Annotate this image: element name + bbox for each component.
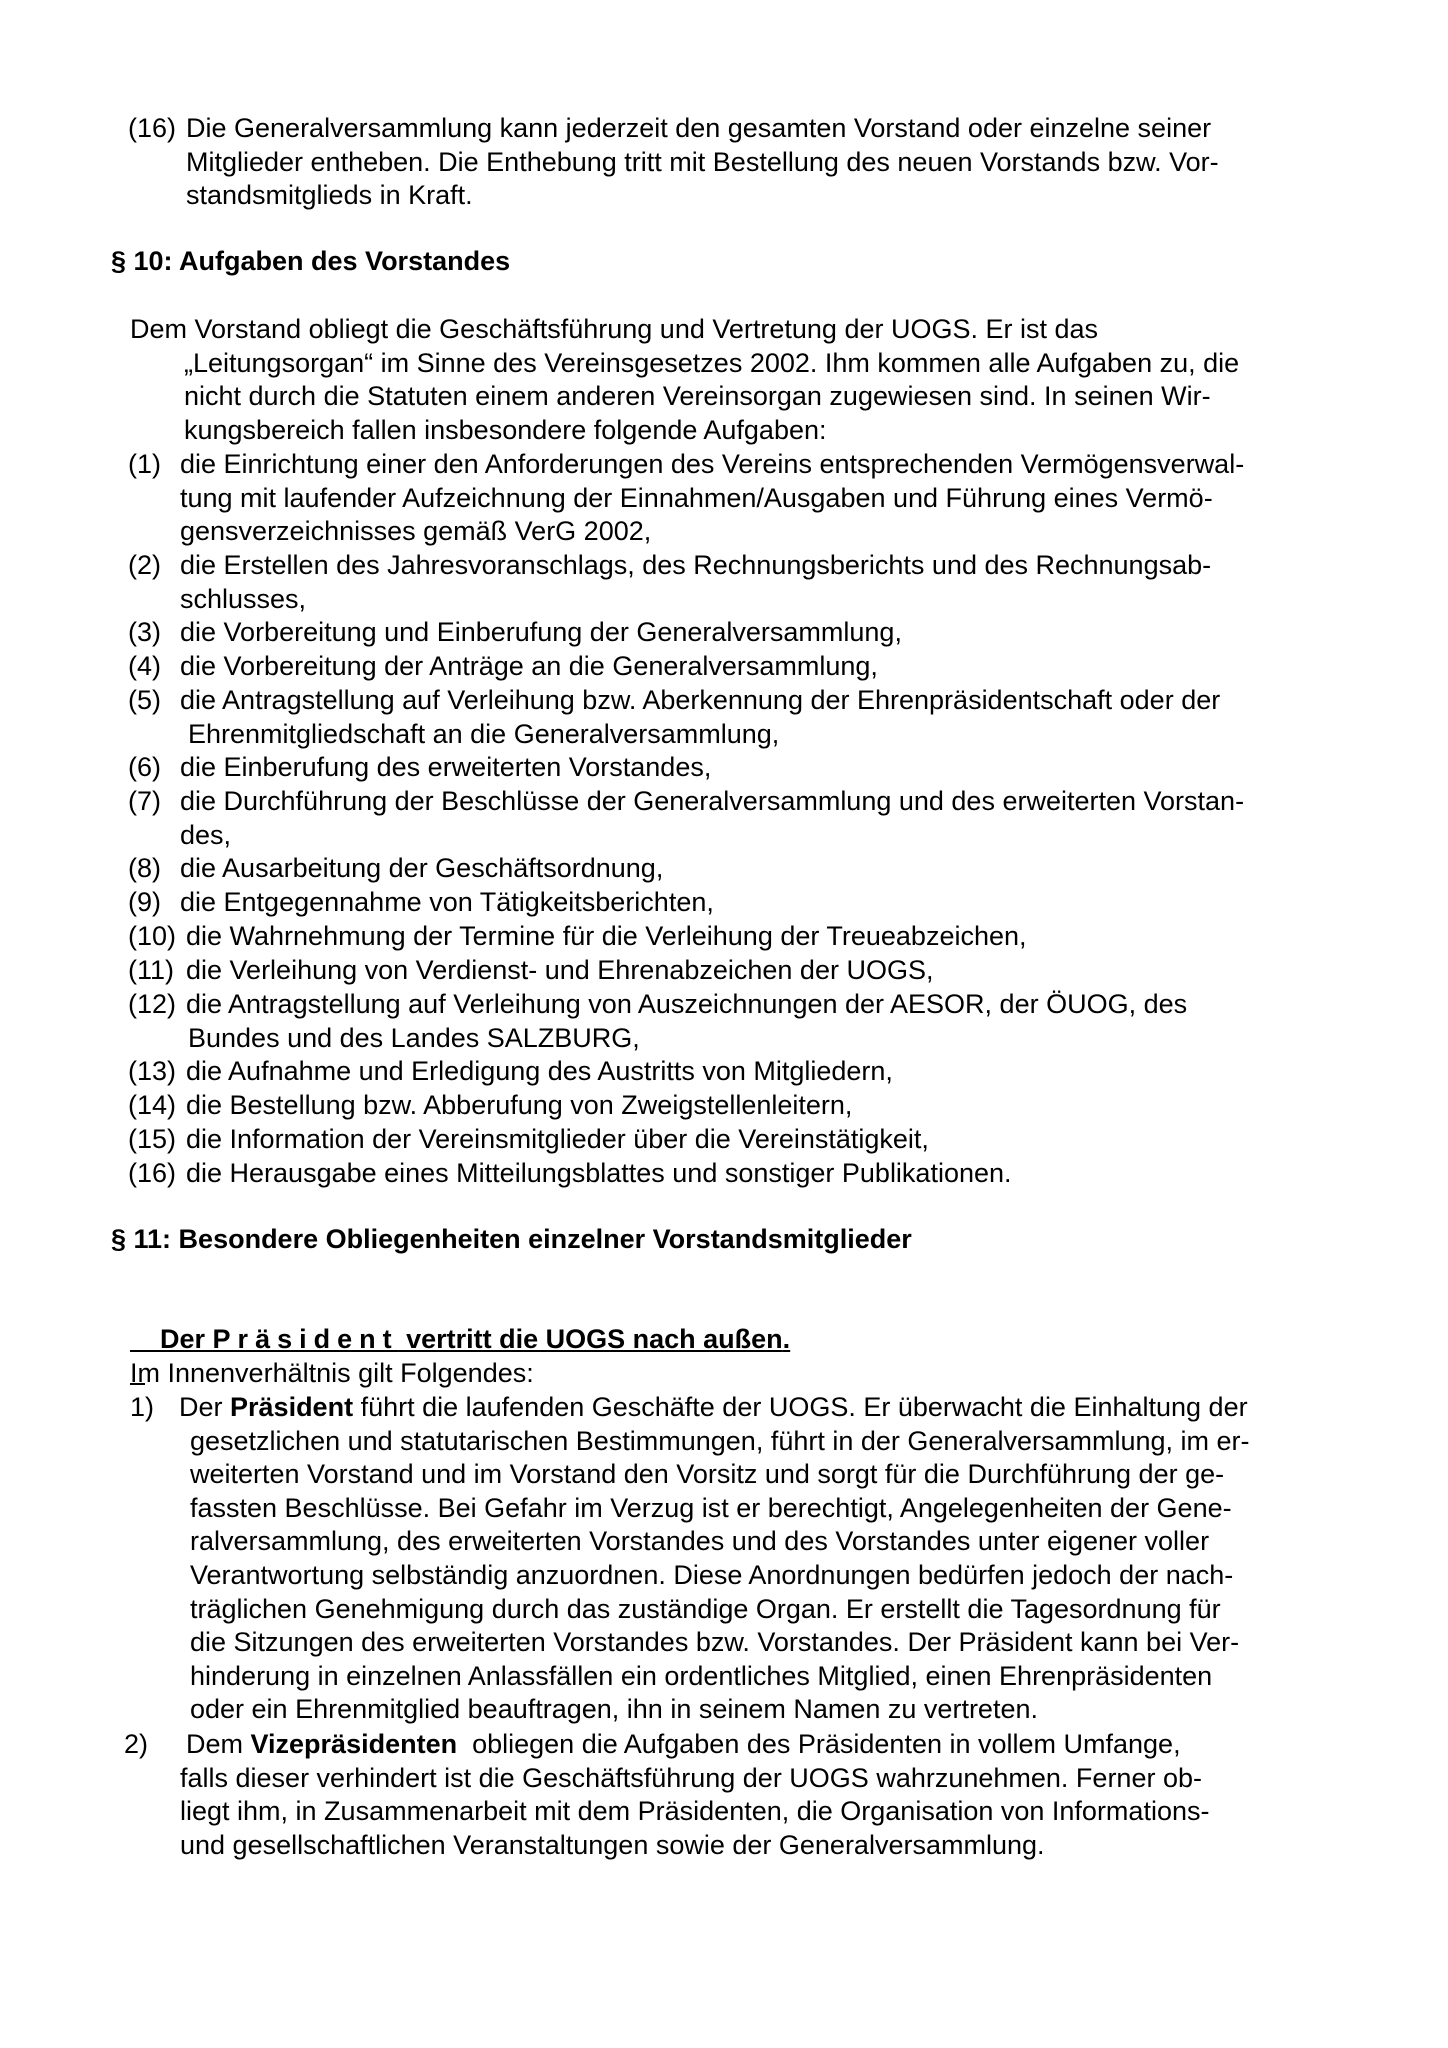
item-text bbox=[186, 920, 1027, 954]
item-number: (13) bbox=[128, 1056, 177, 1086]
item-number: 1) bbox=[130, 1392, 155, 1422]
item-number: (12) bbox=[128, 989, 177, 1019]
item-text bbox=[180, 751, 711, 785]
item-number: (15) bbox=[128, 1124, 177, 1154]
item-number: (11) bbox=[128, 955, 175, 985]
item-line: standsmitglieds in Kraft. bbox=[186, 180, 473, 211]
item-line: die Sitzungen des erweiterten Vorstandes bzw. Vorstandes. Der Präsident kann bei Ver- bbox=[190, 1627, 1240, 1658]
item-line: tung mit laufender Aufzeichnung der Einnahmen/Ausgaben und Führung eines Vermö- bbox=[180, 482, 1213, 513]
item-line: die Einberufung des erweiterten Vorstandes, bbox=[180, 752, 712, 782]
item-line: Bundes und des Landes SALZBURG, bbox=[188, 1022, 640, 1053]
president-heading-spaced: Präsident bbox=[212, 1323, 399, 1354]
item-text-continued bbox=[190, 1425, 1250, 1727]
item-text-continued bbox=[180, 1762, 1209, 1863]
item-text bbox=[186, 1089, 852, 1123]
item-line: schlusses, bbox=[180, 583, 307, 614]
item-line: die Einrichtung einer den Anforderungen des Vereins entsprechenden Vermögensverwal- bbox=[180, 449, 1245, 479]
item-number: (1) bbox=[128, 449, 161, 479]
item-line: Die Generalversammlung kann jederzeit den gesamten Vorstand oder einzelne seiner bbox=[186, 113, 1212, 143]
item-line: gesetzlichen und statutarischen Bestimmungen, führt in der Generalversammlung, im er- bbox=[190, 1425, 1250, 1456]
item-line: die Aufnahme und Erledigung des Austritts von Mitgliedern, bbox=[186, 1056, 893, 1086]
item-line: ralversammlung, des erweiterten Vorstandes und des Vorstandes unter eigener voller bbox=[190, 1526, 1210, 1557]
item-line: Ehrenmitgliedschaft an die Generalversammlung, bbox=[188, 718, 780, 749]
item-line: die Antragstellung auf Verleihung bzw. Aberkennung der Ehrenpräsidentschaft oder der bbox=[180, 685, 1221, 715]
intro-line: Im Innenverhältnis gilt Folgendes: bbox=[130, 1358, 534, 1388]
item-lead: Der bbox=[179, 1392, 231, 1422]
item-line: gensverzeichnisses gemäß VerG 2002, bbox=[180, 516, 652, 547]
item-line: die Verleihung von Verdienst- und Ehrenabzeichen der UOGS, bbox=[186, 955, 934, 985]
section-heading: § 11: Besondere Obliegenheiten einzelner Vorstandsmitglieder bbox=[111, 1224, 912, 1254]
item-text bbox=[186, 954, 933, 988]
president-heading-pre: Der bbox=[160, 1323, 213, 1354]
section-intro bbox=[130, 313, 1350, 447]
item-text bbox=[180, 684, 1220, 751]
item-lead: Dem bbox=[186, 1729, 251, 1759]
item-number: (4) bbox=[128, 651, 161, 681]
item-lead-rest: obliegen die Aufgaben des Präsidenten in vollem Umfange, bbox=[457, 1729, 1181, 1759]
item-text bbox=[180, 549, 1211, 616]
item-number: (10) bbox=[128, 921, 177, 951]
item-line: die Bestellung bzw. Abberufung von Zweigstellenleitern, bbox=[186, 1090, 853, 1120]
item-text bbox=[186, 1157, 1012, 1191]
item-text bbox=[180, 785, 1244, 852]
item-number: (9) bbox=[128, 887, 161, 917]
item-line: die Durchführung der Beschlüsse der Generalversammlung und des erweiterten Vorstan- bbox=[180, 786, 1245, 816]
item-number: (5) bbox=[128, 685, 161, 715]
item-line: die Vorbereitung der Anträge an die Generalversammlung, bbox=[180, 651, 878, 681]
item-text bbox=[186, 1055, 893, 1089]
item-number: (16) bbox=[128, 113, 177, 143]
president-heading-post: vertritt die UOGS nach außen bbox=[398, 1323, 783, 1354]
item-line: die Wahrnehmung der Termine für die Verleihung der Treueabzeichen, bbox=[186, 921, 1027, 951]
section-heading: § 10: Aufgaben des Vorstandes bbox=[111, 246, 511, 276]
item-number: (16) bbox=[128, 1158, 177, 1188]
item-text bbox=[179, 1391, 1248, 1425]
item-number: 2) bbox=[124, 1729, 149, 1759]
item-line: Verantwortung selbständig anzuordnen. Diese Anordnungen bedürfen jedoch der nach- bbox=[190, 1559, 1234, 1590]
intro-line: „Leitungsorgan“ im Sinne des Vereinsgesetzes 2002. Ihm kommen alle Aufgaben zu, die bbox=[184, 347, 1240, 378]
item-text bbox=[180, 616, 902, 650]
item-line: falls dieser verhindert ist die Geschäftsführung der UOGS wahrzunehmen. Ferner ob- bbox=[180, 1762, 1202, 1793]
item-number: (8) bbox=[128, 853, 161, 883]
item-text bbox=[180, 886, 714, 920]
item-text bbox=[180, 650, 878, 684]
item-line: fassten Beschlüsse. Bei Gefahr im Verzug ist er berechtigt, Angelegenheiten der Gene- bbox=[190, 1492, 1232, 1523]
item-line: die Information der Vereinsmitglieder über die Vereinstätigkeit, bbox=[186, 1124, 929, 1154]
item-line: des, bbox=[180, 819, 232, 850]
internal-intro bbox=[130, 1357, 1350, 1391]
item-text bbox=[186, 988, 1187, 1055]
item-text bbox=[186, 112, 1219, 213]
item-line: weiterten Vorstand und im Vorstand den Vorsitz und sorgt für die Durchführung der ge- bbox=[190, 1459, 1225, 1490]
intro-line: nicht durch die Statuten einem anderen Vereinsorgan zugewiesen sind. In seinen Wir- bbox=[184, 381, 1211, 412]
item-text bbox=[186, 1123, 929, 1157]
item-number: (2) bbox=[128, 550, 161, 580]
role-president: Präsident bbox=[230, 1392, 354, 1422]
item-line: die Vorbereitung und Einberufung der Generalversammlung, bbox=[180, 617, 902, 647]
item-text bbox=[180, 448, 1244, 549]
item-line bbox=[179, 1391, 1248, 1425]
item-number: (3) bbox=[128, 617, 161, 647]
item-line: die Herausgabe eines Mitteilungsblattes und sonstiger Publikationen. bbox=[186, 1158, 1012, 1188]
item-line: die Antragstellung auf Verleihung von Auszeichnungen der AESOR, der ÖUOG, des bbox=[186, 989, 1188, 1019]
item-text bbox=[186, 1728, 1181, 1762]
item-line bbox=[186, 1728, 1181, 1762]
role-vice-president: Vizepräsidenten bbox=[250, 1729, 458, 1759]
item-line: Mitglieder entheben. Die Enthebung tritt mit Bestellung des neuen Vorstands bzw. Vor- bbox=[186, 146, 1219, 177]
item-line: träglichen Genehmigung durch das zuständige Organ. Er erstellt die Tagesordnung für bbox=[190, 1593, 1221, 1624]
item-lead-rest: führt die laufenden Geschäfte der UOGS. Er überwacht die Einhaltung der bbox=[353, 1392, 1248, 1422]
president-heading-end: . bbox=[782, 1323, 791, 1354]
item-number: (6) bbox=[128, 752, 161, 782]
item-line: und gesellschaftlichen Veranstaltungen sowie der Generalversammlung. bbox=[180, 1829, 1045, 1860]
item-line: liegt ihm, in Zusammenarbeit mit dem Präsidenten, die Organisation von Informations- bbox=[180, 1796, 1210, 1827]
item-text bbox=[180, 852, 663, 886]
item-number: (14) bbox=[128, 1090, 177, 1120]
item-line: die Ausarbeitung der Geschäftsordnung, bbox=[180, 853, 664, 883]
intro-line: Dem Vorstand obliegt die Geschäftsführung und Vertretung der UOGS. Er ist das bbox=[130, 314, 1099, 344]
item-number: (7) bbox=[128, 786, 161, 816]
item-line: hinderung in einzelnen Anlassfällen ein ordentliches Mitglied, einen Ehrenpräsidenten bbox=[190, 1660, 1213, 1691]
item-line: oder ein Ehrenmitglied beauftragen, ihn in seinem Namen zu vertreten. bbox=[190, 1694, 1038, 1725]
intro-line: kungsbereich fallen insbesondere folgende Aufgaben: bbox=[184, 414, 827, 445]
item-line: die Entgegennahme von Tätigkeitsberichten, bbox=[180, 887, 714, 917]
item-line: die Erstellen des Jahresvoranschlags, des Rechnungsberichts und des Rechnungsab- bbox=[180, 550, 1212, 580]
